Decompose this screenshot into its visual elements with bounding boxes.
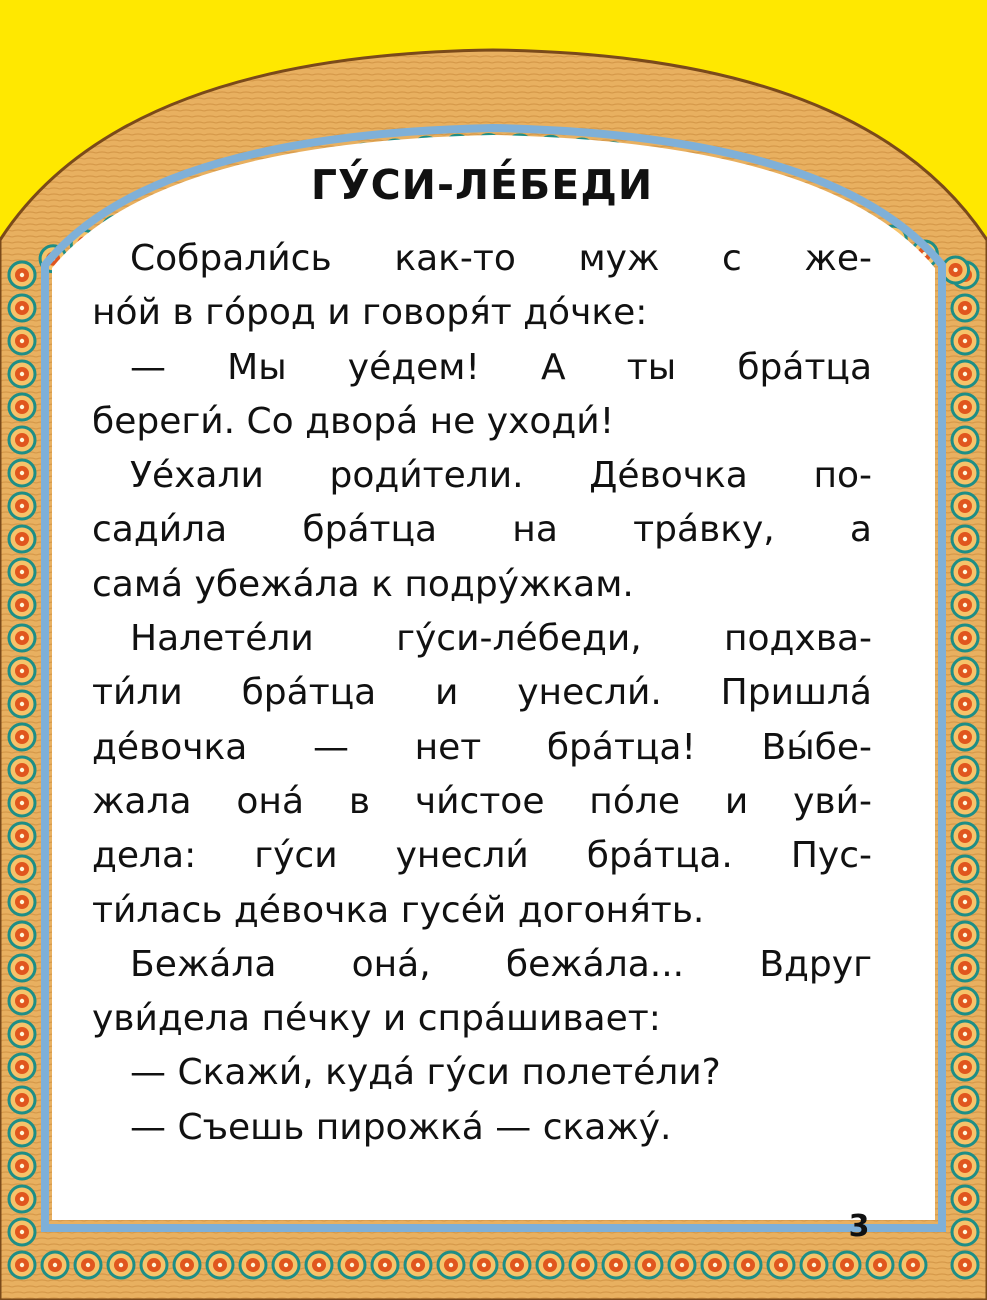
story-line: но́й в го́род и говоря́т до́чке: [92,292,648,334]
story-line: Налете́ли гу́си-ле́беди, подхва- [130,618,872,660]
page-number: 3 [848,1209,870,1244]
story-line: береги́. Со двора́ не уходи́! [92,400,615,442]
story-line: Бежа́ла она́, бежа́ла... Вдруг [130,943,872,985]
story-text-area [92,140,872,1190]
story-line: уви́дела пе́чку и спра́шивает: [92,998,661,1040]
story-line: — Съешь пирожка́ — скажу́. [130,1106,672,1148]
story-line: жала она́ в чи́стое по́ле и уви́- [92,780,872,822]
story-line: сама́ убежа́ла к подру́жкам. [92,563,634,605]
story-line: — Скажи́, куда́ гу́си полете́ли? [130,1052,721,1094]
story-line: Собрали́сь как-то муж с же- [130,238,872,279]
story-body [92,232,872,1155]
story-line: сади́ла бра́тца на тра́вку, а [92,509,872,551]
story-line: ти́ли бра́тца и унесли́. Пришла́ [92,672,872,714]
story-line: де́вочка — нет бра́тца! Вы́бе- [92,726,872,768]
story-line: ти́лась де́вочка гусе́й догоня́ть. [92,889,705,931]
story-line: Уе́хали роди́тели. Де́вочка по- [130,455,872,497]
story-line: — Мы уе́дем! А ты бра́тца [130,346,872,388]
story-line: дела: гу́си унесли́ бра́тца. Пус- [92,835,872,877]
story-title: ГУ́СИ-ЛЕ́БЕДИ [310,161,654,209]
